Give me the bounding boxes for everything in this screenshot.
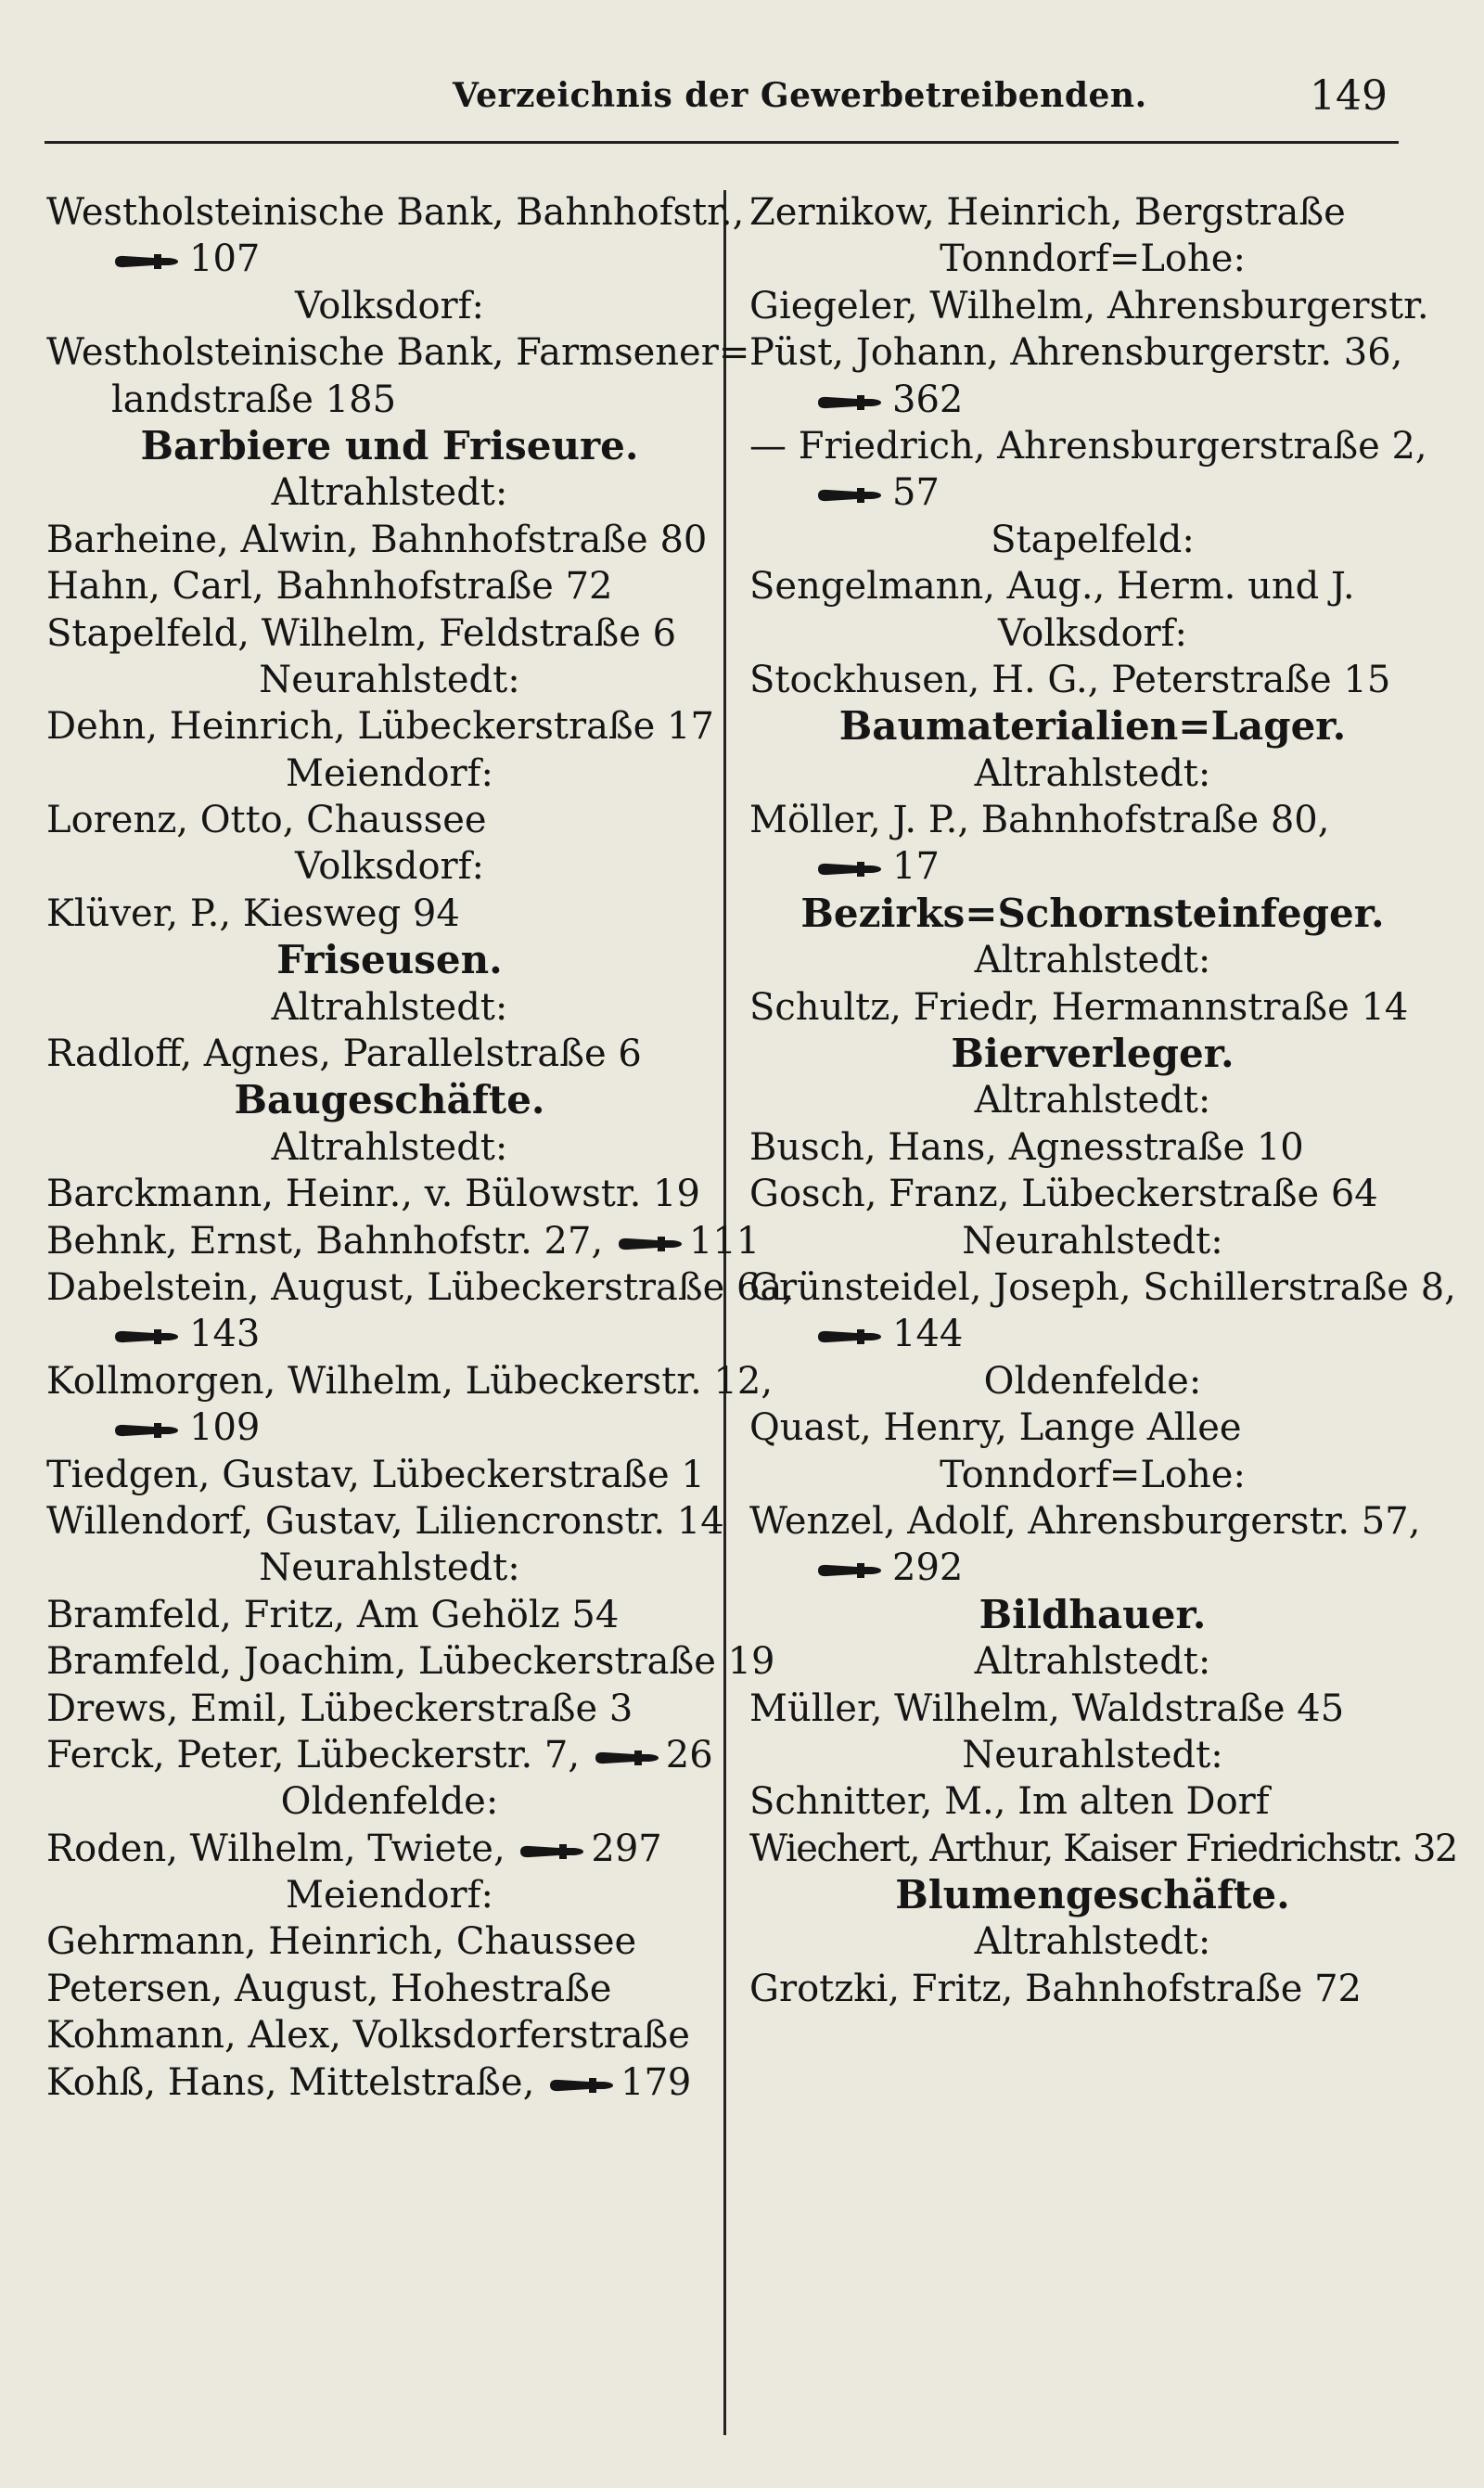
list-item: Kollmorgen, Wilhelm, Lübeckerstr. 12,	[46, 1359, 774, 1403]
list-item: Püst, Johann, Ahrensburgerstr. 36,	[749, 331, 1403, 375]
phone-number: 144	[892, 1313, 964, 1356]
section-heading: Friseusen.	[276, 937, 503, 983]
list-item: Giegeler, Wilhelm, Ahrensburgerstr.	[749, 284, 1429, 327]
phone-number: 297	[591, 1827, 662, 1870]
list-item: Wiechert, Arthur, Kaiser Friedrichstr. 32	[749, 1827, 1457, 1870]
entry-text: Behnk, Ernst, Bahnhofstr. 27,	[46, 1219, 604, 1263]
entry-text: Roden, Wilhelm, Twiete,	[46, 1827, 505, 1870]
telephone-hand-icon	[518, 1841, 585, 1862]
place-heading: Volksdorf:	[295, 284, 484, 327]
list-item: Quast, Henry, Lange Allee	[749, 1406, 1242, 1450]
list-item: Schultz, Friedr, Hermannstraße 14	[749, 985, 1409, 1029]
list-item	[46, 1826, 733, 1872]
telephone-hand-icon	[816, 392, 883, 413]
header-rule	[45, 141, 1399, 144]
telephone-hand-icon	[113, 1420, 180, 1441]
section-heading: Blumengeschäfte.	[895, 1872, 1290, 1918]
list-item: Lorenz, Otto, Chaussee	[46, 799, 487, 842]
list-item: Petersen, August, Hohestraße	[46, 1967, 612, 2010]
phone-number: 292	[892, 1546, 964, 1590]
list-item	[46, 1218, 761, 1264]
list-item: Zernikow, Heinrich, Bergstraße	[749, 191, 1346, 234]
list-item: Westholsteinische Bank, Bahnhofstr.,	[46, 191, 745, 234]
place-heading: Stapelfeld:	[991, 518, 1195, 561]
list-item: Tiedgen, Gustav, Lübeckerstraße 1	[46, 1453, 705, 1496]
list-item-phone	[46, 1404, 733, 1451]
list-item: Grünsteidel, Joseph, Schillerstraße 8,	[749, 1265, 1456, 1309]
section-heading: Bierverleger.	[951, 1031, 1235, 1077]
phone-number: 57	[892, 471, 940, 515]
list-item: Sengelmann, Aug., Herm. und J.	[749, 565, 1355, 609]
list-item: Radloff, Agnes, Parallelstraße 6	[46, 1032, 642, 1076]
list-item: Gosch, Franz, Lübeckerstraße 64	[749, 1173, 1378, 1216]
place-heading: Neurahlstedt:	[962, 1733, 1223, 1776]
page-number: 149	[1310, 72, 1388, 120]
list-item	[46, 329, 750, 376]
list-item-phone	[46, 1311, 733, 1357]
phone-number: 107	[189, 237, 261, 281]
list-item-continuation: landstraße 185	[111, 378, 397, 421]
entry-text: Westholsteinische Bank, Farmsener=	[46, 331, 750, 375]
place-heading: Altrahlstedt:	[974, 1079, 1211, 1122]
phone-number: 362	[892, 378, 964, 421]
left-column	[46, 189, 795, 2106]
list-item: Stockhusen, H. G., Peterstraße 15	[749, 658, 1391, 701]
list-item	[46, 2059, 733, 2106]
list-item: Hahn, Carl, Bahnhofstraße 72	[46, 565, 613, 609]
list-item: Bramfeld, Joachim, Lübeckerstraße 19	[46, 1640, 775, 1684]
phone-number: 179	[620, 2060, 692, 2104]
place-heading: Neurahlstedt:	[259, 658, 520, 701]
place-heading: Volksdorf:	[998, 611, 1187, 655]
place-heading: Altrahlstedt:	[974, 939, 1211, 982]
list-item: Grotzki, Fritz, Bahnhofstraße 72	[749, 1967, 1362, 2010]
telephone-hand-icon	[617, 1234, 684, 1254]
telephone-hand-icon	[594, 1748, 660, 1768]
list-item: Gehrmann, Heinrich, Chaussee	[46, 1920, 637, 1964]
place-heading: Volksdorf:	[295, 845, 484, 889]
list-item: Möller, J. P., Bahnhofstraße 80,	[749, 799, 1330, 842]
place-heading: Oldenfelde:	[983, 1359, 1202, 1403]
entry-text: Kohß, Hans, Mittelstraße,	[46, 2060, 535, 2104]
entry-text: Ferck, Peter, Lübeckerstr. 7,	[46, 1733, 581, 1776]
place-heading: Tonndorf=Lohe:	[940, 237, 1246, 281]
list-item: Dehn, Heinrich, Lübeckerstraße 17	[46, 705, 714, 749]
list-item: Klüver, P., Kiesweg 94	[46, 891, 460, 935]
section-heading: Bezirks=Schornsteinfeger.	[800, 890, 1385, 936]
list-item: Wenzel, Adolf, Ahrensburgerstr. 57,	[749, 1499, 1421, 1543]
phone-number: 26	[665, 1733, 713, 1776]
list-item-phone	[46, 236, 733, 282]
list-item: Busch, Hans, Agnesstraße 10	[749, 1125, 1304, 1169]
section-heading: Barbiere und Friseure.	[140, 422, 639, 468]
place-heading: Oldenfelde:	[280, 1780, 499, 1824]
list-item-phone	[749, 843, 1436, 890]
right-column	[749, 189, 1457, 2012]
place-heading: Tonndorf=Lohe:	[940, 1453, 1246, 1496]
telephone-hand-icon	[113, 251, 180, 272]
section-heading: Baumaterialien=Lager.	[838, 703, 1347, 750]
page-header	[45, 72, 1399, 124]
list-item: Bramfeld, Fritz, Am Gehölz 54	[46, 1593, 620, 1636]
list-item-phone	[749, 469, 1436, 516]
phone-number: 17	[892, 845, 940, 889]
list-item: Willendorf, Gustav, Liliencronstr. 14	[46, 1499, 724, 1543]
list-item: Müller, Wilhelm, Waldstraße 45	[749, 1686, 1345, 1730]
place-heading: Meiendorf:	[286, 1874, 493, 1917]
list-item: Barckmann, Heinr., v. Bülowstr. 19	[46, 1173, 700, 1216]
place-heading: Neurahlstedt:	[962, 1219, 1223, 1263]
list-item: Schnitter, M., Im alten Dorf	[749, 1780, 1270, 1824]
section-heading: Bildhauer.	[979, 1591, 1207, 1637]
telephone-hand-icon	[816, 485, 883, 506]
place-heading: Altrahlstedt:	[271, 1125, 508, 1169]
place-heading: Altrahlstedt:	[271, 985, 508, 1029]
telephone-hand-icon	[816, 1327, 883, 1347]
list-item: Stapelfeld, Wilhelm, Feldstraße 6	[46, 611, 677, 655]
list-item	[46, 1732, 733, 1778]
place-heading: Altrahlstedt:	[974, 751, 1211, 795]
place-heading: Meiendorf:	[286, 751, 493, 795]
list-item-phone	[749, 1545, 1436, 1591]
telephone-hand-icon	[113, 1327, 180, 1347]
place-heading: Neurahlstedt:	[259, 1546, 520, 1590]
phone-number: 143	[189, 1313, 261, 1356]
place-heading: Altrahlstedt:	[974, 1640, 1211, 1684]
list-item: Dabelstein, August, Lübeckerstraße 6a,	[46, 1265, 795, 1309]
list-item: Drews, Emil, Lübeckerstraße 3	[46, 1686, 633, 1730]
telephone-hand-icon	[548, 2075, 615, 2096]
running-title: Verzeichnis der Gewerbetreibenden.	[453, 76, 1147, 115]
phone-number: 111	[688, 1219, 761, 1263]
list-item-phone	[749, 1311, 1436, 1357]
phone-number: 109	[189, 1406, 261, 1450]
list-item: Kohmann, Alex, Volksdorferstraße	[46, 2014, 690, 2058]
list-item: — Friedrich, Ahrensburgerstraße 2,	[749, 424, 1427, 468]
place-heading: Altrahlstedt:	[271, 471, 508, 515]
place-heading: Altrahlstedt:	[974, 1920, 1211, 1964]
section-heading: Baugeschäfte.	[234, 1077, 545, 1123]
telephone-hand-icon	[816, 859, 883, 879]
list-item-phone	[749, 377, 1436, 423]
list-item: Barheine, Alwin, Bahnhofstraße 80	[46, 518, 708, 561]
telephone-hand-icon	[816, 1560, 883, 1581]
